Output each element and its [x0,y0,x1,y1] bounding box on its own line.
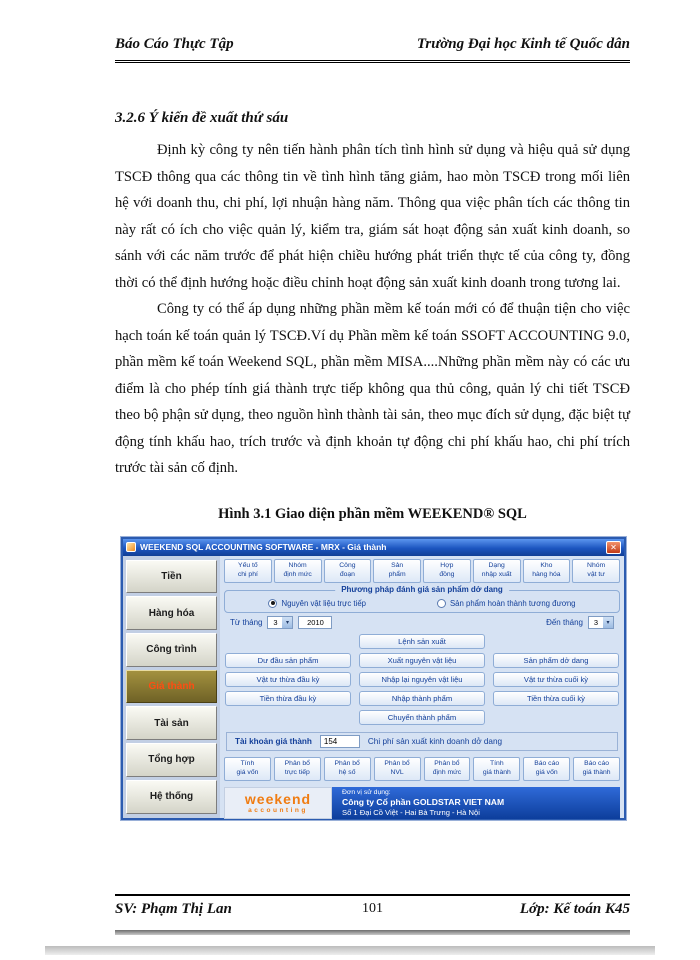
sidebar-item-he-thong[interactable]: Hệ thống [126,780,217,814]
page-footer [115,894,630,918]
cost-account-row [226,732,618,751]
button-vat-tu-thua-cuoi-ky[interactable]: Vật tư thừa cuối kỳ [493,672,619,687]
button-tien-thua-dau-ky[interactable]: Tiền thừa đầu kỳ [225,691,351,706]
header-right-title: Trường Đại học Kinh tế Quốc dân [416,36,630,52]
button-nhap-lai-nguyen-vat-lieu[interactable]: Nhập lại nguyên vật liệu [359,672,485,687]
button-label: Báo cáo [584,760,610,768]
tab-san-pham[interactable] [373,559,421,583]
button-label: Phân bổ [284,760,310,768]
footer-class-name: Lớp: Kế toán K45 [519,901,630,917]
button-label: NVL [390,768,404,776]
chevron-down-icon[interactable]: ▾ [282,617,292,628]
from-month-value: 3 [273,617,278,627]
from-month-label: Từ tháng [230,617,263,627]
tab-label: Yếu tố [238,562,258,570]
tab-kho-hang-hoa[interactable] [523,559,571,583]
tab-label: hàng hóa [532,570,561,578]
button-phan-bo-he-so[interactable] [324,757,371,781]
button-label: Phân bổ [334,760,360,768]
tab-label: Nhóm [288,562,307,570]
button-label: định mức [432,768,462,776]
tab-nhom-vat-tu[interactable] [572,559,620,583]
company-address: Số 1 Đại Cồ Việt - Hai Bà Trưng - Hà Nội [342,807,480,817]
sidebar-item-tai-san[interactable]: Tài sản [126,706,217,740]
tab-nhom-dinh-muc[interactable] [274,559,322,583]
button-phan-bo-nvl[interactable] [374,757,421,781]
paragraph-2: Công ty có thể áp dụng những phần mềm kế toán mới có để thuận tiện cho việc hạch toán kế toán quản lý TSCĐ.Ví dụ Phần mềm kế toán SSOFT ACCOUNTING 9.0, phần mềm kế toán Weekend SQL, phần mềm MISA....Những phần mềm này có các ưu điểm là cho phép tính giá thành trực tiếp không qua thủ công, quản lý chi tiết TSCĐ theo bộ phận sử dụng, theo nguồn hình thành tài sản, theo mục đích sử dụng, đặc biệt tự động tính khấu hao, trích trước và định khoản tự động chi phí khấu hao, chi phí trích trước tài sản cố định. [115,301,630,476]
page-header [115,36,630,63]
sidebar-item-tien[interactable]: Tiền [126,560,217,594]
button-label: giá thành [482,768,511,776]
tab-label: Nhóm [587,562,606,570]
period-row [224,616,620,629]
radio-san-pham-hoan-thanh[interactable] [437,599,576,608]
logo-subtext: accounting [248,806,308,814]
window-title: WEEKEND SQL ACCOUNTING SOFTWARE - MRX - Giá thành [140,542,387,552]
category-button-row [224,559,620,583]
content-panel [220,556,624,818]
to-month-value: 3 [593,617,599,627]
to-month-label: Đến tháng [546,617,583,627]
button-nhap-thanh-pham[interactable]: Nhập thành phẩm [359,691,485,706]
radio-icon[interactable] [268,599,277,608]
button-tinh-gia-thanh[interactable] [473,757,520,781]
valuation-method-title: Phương pháp đánh giá sản phẩm dở dang [335,585,509,594]
sidebar-item-tong-hop[interactable]: Tổng hợp [126,743,217,777]
paragraph-1: Định kỳ công ty nên tiến hành phân tích tình hình sử dụng và hiệu quả sử dụng TSCĐ thông qua các thông tin về tình hình tăng giảm, hao mòn TSCĐ trong mối liên hệ với doanh thu, chi phí, lợi nhuận hàng năm. Thông qua việc phân tích các thông tin này rất có ích cho việc quản lý, kiểm tra, giám sát hoạt động sản xuất kinh doanh, so sánh với các năm trước để phát hiện chiều hướng phát triển thực tế của công ty, đồng thời có thể định hướng hoặc điều chỉnh hoạt động sản xuất kinh doanh trong tương lai. [115,142,630,291]
process-button-grid [224,632,620,727]
module-sidebar [123,556,220,818]
button-vat-tu-thua-dau-ky[interactable]: Vật tư thừa đầu kỳ [225,672,351,687]
sidebar-item-gia-thanh[interactable]: Giá thành [126,670,217,704]
document-body [115,102,630,820]
section-heading: 3.2.6 Ý kiến đề xuất thứ sáu [115,110,289,126]
button-tien-thua-cuoi-ky[interactable]: Tiền thừa cuối kỳ [493,691,619,706]
tab-label: đoạn [339,570,355,578]
button-label: Phân bổ [434,760,460,768]
button-label: trực tiếp [284,768,310,776]
button-label: Tính [490,760,504,768]
tab-dang-nhap-xuat[interactable] [473,559,521,583]
valuation-method-options [233,599,611,608]
cost-account-description: Chi phí sản xuất kinh doanh dở dang [367,736,503,746]
weekend-logo [224,787,332,819]
grid-row [224,691,620,706]
button-label: Báo cáo [534,760,560,768]
from-month-dropdown[interactable] [267,616,293,629]
usage-label: Đơn vị sử dụng: [342,788,391,796]
page-number: 101 [362,901,383,916]
radio-icon[interactable] [437,599,446,608]
close-icon[interactable]: ✕ [606,541,621,554]
grid-row [224,710,620,725]
from-year-field[interactable]: 2010 [298,616,332,629]
grid-row [224,634,620,649]
radio-label: Sản phẩm hoàn thành tương đương [449,598,576,608]
page-edge-shadow [45,946,655,955]
footer-student-name: SV: Phạm Thị Lan [115,901,232,917]
button-chuyen-thanh-pham[interactable]: Chuyển thành phẩm [359,710,485,725]
grid-row [224,653,620,668]
button-label: Phân bổ [384,760,410,768]
tab-label: Kho [540,562,553,570]
header-left-title: Báo Cáo Thực Tập [115,36,234,52]
sidebar-item-cong-trinh[interactable]: Công trình [126,633,217,667]
tab-label: Dạng [488,562,505,570]
button-label: giá vốn [236,768,259,776]
figure-caption: Hình 3.1 Giao diện phần mềm WEEKEND® SQL [218,505,527,522]
button-lenh-san-xuat[interactable]: Lệnh sản xuất [359,634,485,649]
button-san-pham-do-dang[interactable]: Sản phẩm dở dang [493,653,619,668]
radio-label: Nguyên vật liệu trực tiếp [281,598,366,608]
button-xuat-nguyen-vat-lieu[interactable]: Xuất nguyên vật liệu [359,653,485,668]
window-body [123,556,624,818]
footer-rule [115,930,630,935]
window-titlebar[interactable] [123,539,624,556]
tab-label: Sản [391,562,404,570]
button-du-dau-san-pham[interactable]: Dư đầu sản phẩm [225,653,351,668]
action-button-row [224,757,620,781]
button-phan-bo-truc-tiep[interactable] [274,757,321,781]
to-month-dropdown[interactable] [588,616,614,629]
tab-label: nhập xuất [481,570,512,578]
chevron-down-icon[interactable]: ▾ [603,617,613,628]
tab-label: vật tư [587,570,605,578]
button-tinh-gia-von[interactable] [224,757,271,781]
radio-nguyen-vat-lieu-truc-tiep[interactable] [268,599,366,608]
tab-label: đồng [439,570,455,578]
tab-hop-dong[interactable] [423,559,471,583]
tab-label: Hợp [440,562,454,570]
app-icon [126,542,136,552]
grid-row [224,672,620,687]
weekend-sql-window [121,537,626,820]
tab-label: định mức [283,570,312,578]
tab-label: Công [339,562,356,570]
tab-cong-doan[interactable] [324,559,372,583]
button-label: hệ số [338,768,356,776]
company-info [332,787,620,819]
button-label: giá vốn [535,768,558,776]
tab-label: phẩm [388,570,406,578]
cost-account-field[interactable]: 154 [320,735,360,748]
logo-text: weekend [244,790,312,807]
cost-account-label: Tài khoản giá thành [235,736,312,746]
button-label: Tính [240,760,255,768]
valuation-method-group [224,584,620,613]
info-strip [224,787,620,819]
tab-yeu-to-chi-phi[interactable] [224,559,272,583]
tab-label: chi phí [237,570,258,578]
button-bao-cao-gia-von[interactable] [523,757,570,781]
button-phan-bo-dinh-muc[interactable] [424,757,471,781]
button-bao-cao-gia-thanh[interactable] [573,757,620,781]
sidebar-item-hang-hoa[interactable]: Hàng hóa [126,596,217,630]
button-label: giá thành [582,768,611,776]
company-name: Công ty Cổ phần GOLDSTAR VIET NAM [342,796,505,807]
